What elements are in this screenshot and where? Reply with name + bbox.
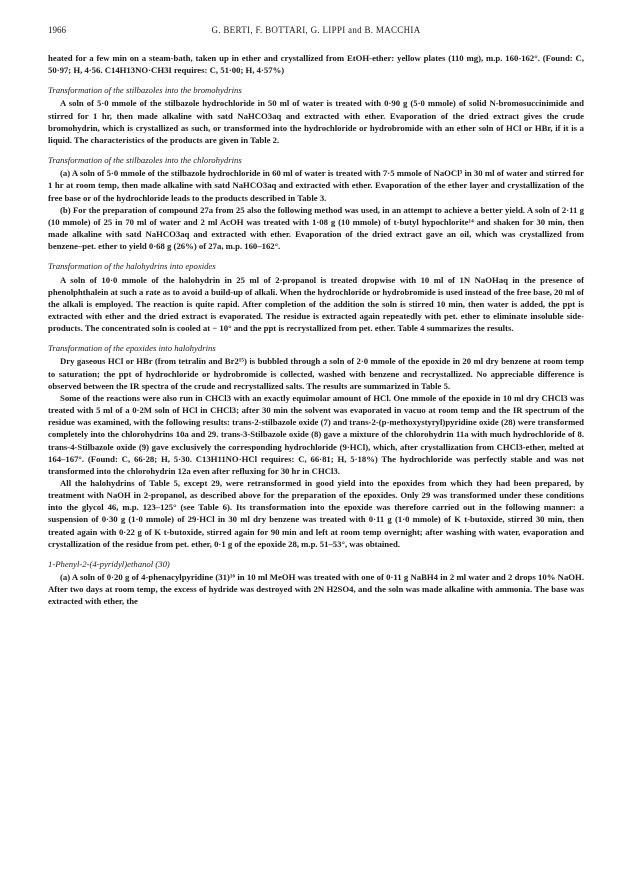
journal-page [48, 24, 584, 608]
section-phenylpyridylethanol [48, 558, 584, 608]
section-heading: Transformation of the halohydrins into epoxides [48, 261, 216, 272]
section-epoxides [48, 260, 584, 334]
section-paragraph: All the halohydrins of Table 5, except 29, were retransformed in good yield into the epoxides from which they had been prepared, by treatment with NaOH in 2-propanol, as described above for the preparation of the epoxides. Only 29 was transformed under these conditions into the glycol 46, m.p. 123–125° (see Table 6). Its transformation into the epoxide was therefore carried out in the following manner: a suspension of 0·30 g (1·0 mmole) of 29·HCl in 30 ml dry benzene was treated with 0·11 g (1·0 mmole) of K t-butoxide, stirred 30 min, then treated again with 0·22 g of K t-butoxide, stirred again for 90 min and left at room temp overnight; after washing with water, evaporation and crystallization of the residue from pet. ether, 0·1 g of the epoxide 28, m.p. 51–53°, was obtained. [48, 478, 584, 549]
section-paragraph: A soln of 10·0 mmole of the halohydrin in 25 ml of 2-propanol is treated dropwise with 10 ml of 1N NaOHaq in the presence of phenolphthalein at such a rate as to avoid a build-up of alkali. When the hydrochloride or hydrobromide is used instead of the free base, 20 ml of the alkali is employed. The reaction is quite rapid. After completion of the addition the soln is stirred 10 min, then water is added, the ppt is extracted with ether and the dried extract is evaporated. The residue is extracted again repeatedly with pet. ether to eliminate insoluble side-products. The concentrated soln is cooled at − 10° and the ppt is recrystallized from pet. ether. Table 4 summarizes the results. [48, 274, 584, 334]
section-heading: Transformation of the stilbazoles into the bromohydrins [48, 85, 242, 96]
section-paragraph: Dry gaseous HCl or HBr (from tetralin and Br2¹⁵) is bubbled through a soln of 2·0 mmole of the epoxide in 20 ml dry benzene at room temp to saturation; the ppt of hydrochloride or hydrobromide is collected, washed with benzene and recrystallized. No appreciable difference is observed between the IR spectra of the crude and recrystallized salts. The results are summarized in Table 5. [48, 356, 584, 391]
section-heading: Transformation of the epoxides into halohydrins [48, 343, 216, 354]
intro-paragraph: heated for a few min on a steam-bath, taken up in ether and crystallized from EtOH-ether: yellow plates (110 mg), m.p. 160-162°. (Found: C, 50·97; H, 4·56. C14H13NO·CH3I requires: C, 51·00; H, 4·57%) [48, 53, 584, 76]
section-paragraph: Some of the reactions were also run in CHCl3 with an exactly equimolar amount of HCl. One mmole of the epoxide in 10 ml dry CHCl3 was treated with 5 ml of a 0·2M soln of HCl in CHCl3; after 30 min the solvent was evaporated in vacuo at room temp and the IR spectrum of the residue was examined, with the following results: trans-2-stilbazole oxide (7) and trans-2-(p-methoxystyryl)pyridine oxide (28) were transformed completely into the chlorohydrins 10a and 29. trans-3-Stilbazole oxide (8) gave a mixture of the chlorohydrin 11a with much hydrochloride of 8. trans-4-Stilbazole oxide (9) gave exclusively the corresponding hydrochloride (9·HCl), which, after crystallization from CHCl3-ether, melted at 164–167°. (Found: C, 66·28; H, 5·30. C13H11NO·HCl requires: C, 66·81; H, 5·18%) The hydrochloride was perfectly stable and was not transformed into the chlorohydrin 12a even after refluxing for 30 hr in CHCl3. [48, 392, 584, 476]
section-bromohydrins [48, 84, 584, 146]
running-header [48, 24, 584, 38]
section-chlorohydrins [48, 154, 584, 252]
section-heading: 1-Phenyl-2-(4-pyridyl)ethanol (30) [48, 558, 170, 569]
section-paragraph: (a) A soln of 0·20 g of 4-phenacylpyridine (31)¹⁶ in 10 ml MeOH was treated with one of 0·11 g NaBH4 in 2 ml water and 2 drops 10% NaOH. After two days at room temp, the excess of hydride was destroyed with 2N H2SO4, and the soln was made alkaline with ammonia. The base was extracted with ether, the [48, 572, 584, 607]
section-heading: Transformation of the stilbazoles into the chlorohydrins [48, 155, 242, 166]
section-paragraph: (b) For the preparation of compound 27a from 25 also the following method was used, in an attempt to achieve a better yield. A soln of 2·11 g (10 mmole) of 25 in 70 ml of water and 2 ml AcOH was treated with 1·08 g (10 mmole) of t-butyl hypochlorite¹⁴ and shaken for 30 min, then made alkaline with satd NaHCO3aq and extracted with ether. Evaporation of the dried extract gave an oil, which was crystallized from benzene–pet. ether to yield 0·68 g (26%) of 27a, m.p. 160–162°. [48, 204, 584, 252]
section-epoxides-to-halohydrins [48, 342, 584, 550]
page-number: 1966 [48, 25, 66, 35]
running-title: G. BERTI, F. BOTTARI, G. LIPPI and B. MACCHIA [211, 25, 421, 35]
section-paragraph: A soln of 5·0 mmole of the stilbazole hydrochloride in 50 ml of water is treated with 0·90 g (5·0 mmole) of solid N-bromosuccinimide and stirred for 1 hr, then made alkaline with satd NaHCO3aq and extracted with ether. Evaporation of the dried extract gives the crude bromohydrin, which is crystallized as such, or transformed into the hydrochloride or hydrobromide with an ether soln of HCl or HBr, if it is a liquid. The characteristics of the products are given in Table 2. [48, 98, 584, 145]
section-paragraph: (a) A soln of 5·0 mmole of the stilbazole hydrochloride in 60 ml of water is treated with 7·5 mmole of NaOCl³ in 30 ml of water and stirred for 1 hr at room temp, then made alkaline with satd NaHCO3aq and extracted with ether. Evaporation of the ether layer and crystallization of the free base or of the hydrochloride leads to the products described in Table 3. [48, 168, 584, 203]
